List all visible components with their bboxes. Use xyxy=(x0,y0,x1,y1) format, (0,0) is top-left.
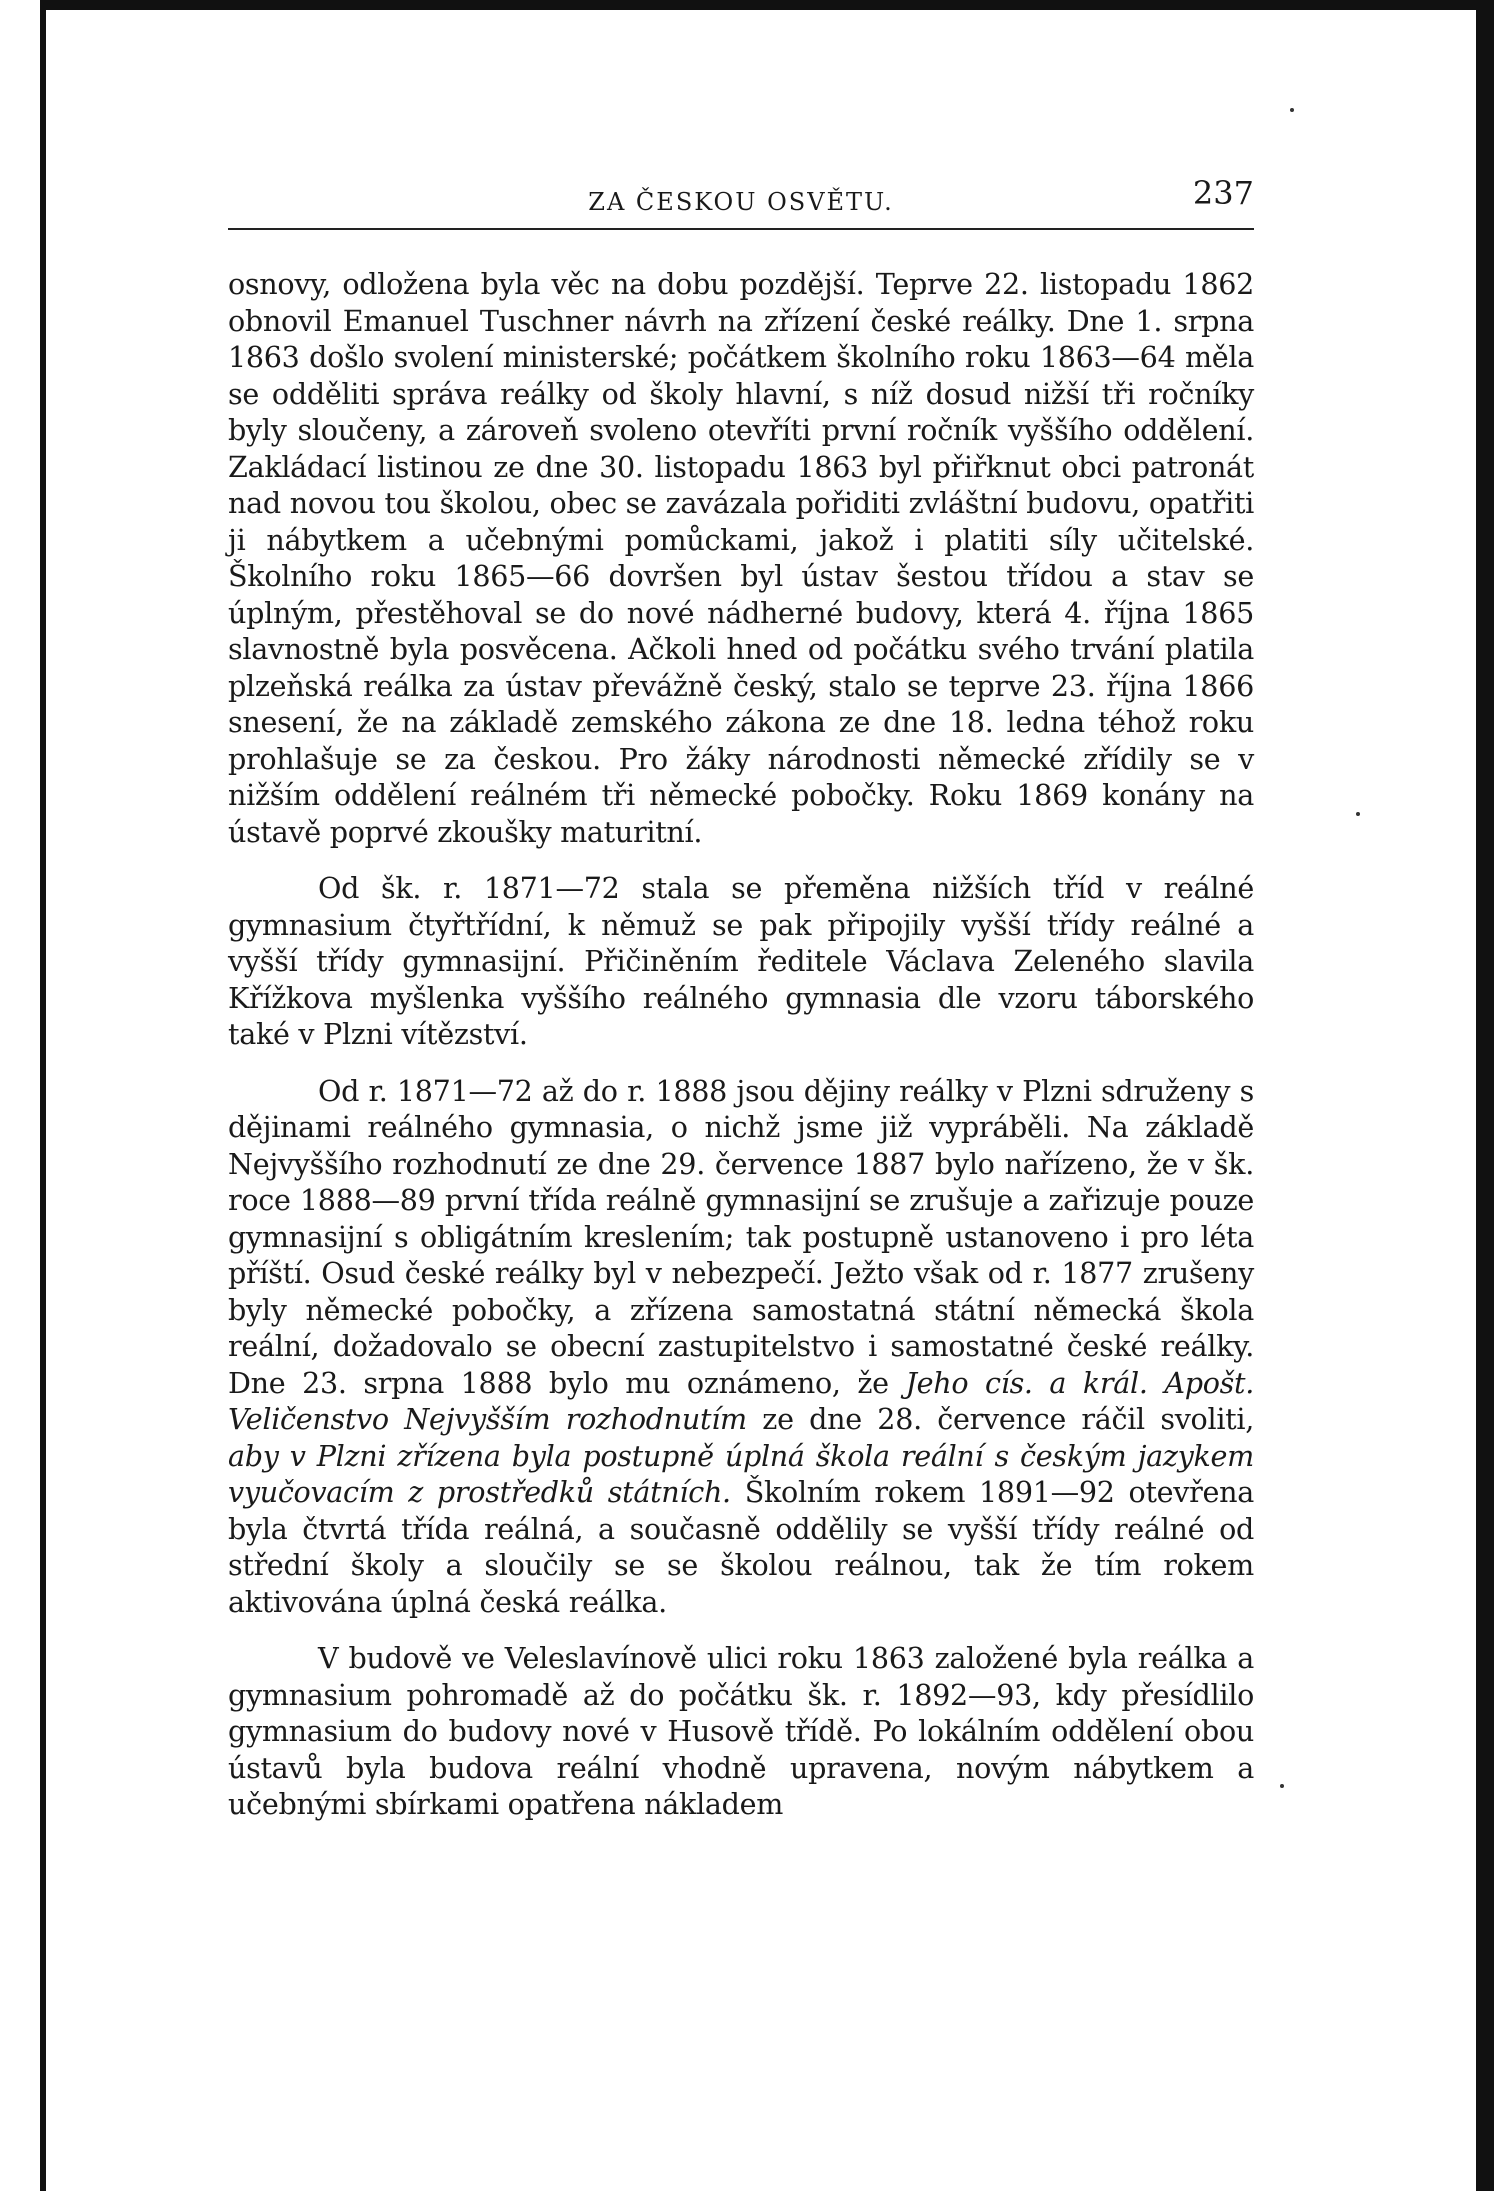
page-header xyxy=(228,170,1254,230)
text-run: ze dne 28. července ráčil svoliti, xyxy=(746,1402,1254,1436)
scan-speck xyxy=(1356,812,1360,816)
paragraph xyxy=(228,1073,1254,1621)
page-number: 237 xyxy=(1192,174,1254,212)
book-page xyxy=(228,170,1254,1823)
running-head: ZA ČESKOU OSVĚTU. xyxy=(588,188,894,216)
text-run: V budově ve Veleslavínově ulici roku 1863 založené byla reálka a gymnasium pohromadě až do počátku šk. r. 1892—93, kdy přesídlilo gymnasium do budovy nové v Husově třídě. Po lokálním oddělení obou ústavů byla budova reální vhodně upravena, novým nábytkem a učebnými sbírkami opatřena nákladem xyxy=(228,1641,1254,1821)
scan-speck xyxy=(1290,108,1294,112)
body-text xyxy=(228,266,1254,1823)
paragraph xyxy=(228,266,1254,850)
italic-text-run: aby v Plzni zřízena byla postupně úplná škola reální s českým jazykem vyučovacím z prostředků státních. xyxy=(228,1438,1254,1509)
scan-border-right xyxy=(1476,0,1494,2191)
text-run: Od r. 1871—72 až do r. 1888 jsou dějiny reálky v Plzni sdruženy s dějinami reálného gymnasia, o nichž jsme již vypráběli. Na základě Nejvyššího rozhodnutí ze dne 29. července 1887 bylo nařízeno, že v šk. roce 1888—89 první třída reálně gymnasijní se zrušuje a zařizuje pouze gymnasijní s obligátním kreslením; tak postupně ustanoveno i pro léta příští. Osud české reálky byl v nebezpečí. Ježto však od r. 1877 zrušeny byly německé pobočky, a zřízena samostatná státní německá škola reální, dožadovalo se obecní zastupitelstvo i samostatné české reálky. Dne 23. srpna 1888 bylo mu oznámeno, že xyxy=(228,1073,1254,1400)
paragraph xyxy=(228,870,1254,1053)
text-run: osnovy, odložena byla věc na dobu pozdější. Teprve 22. listopadu 1862 obnovil Emanuel Tuschner návrh na zřízení české reálky. Dne 1. srpna 1863 došlo svolení ministerské; počátkem školního roku 1863—64 měla se odděliti správa reálky od školy hlavní, s níž dosud nižší tři ročníky byly sloučeny, a zároveň svoleno otevříti první ročník vyššího oddělení. Zakládací listinou ze dne 30. listopadu 1863 byl přiřknut obci patronát nad novou tou školou, obec se zavázala pořiditi zvláštní budovu, opatřiti ji nábytkem a učebnými pomůckami, jakož i platiti síly učitelské. Školního roku 1865—66 dovršen byl ústav šestou třídou a stav se úplným, přestěhoval se do nové nádherné budovy, která 4. října 1865 slavnostně byla posvěcena. Ačkoli hned od počátku svého trvání platila plzeňská reálka za ústav převážně český, stalo se teprve 23. října 1866 snesení, že na základě zemského zákona ze dne 18. ledna téhož roku prohlašuje se za českou. Pro žáky národnosti německé zřídily se v nižším oddělení reálném tři německé pobočky. Roku 1869 konány na ústavě poprvé zkoušky maturitní. xyxy=(228,267,1254,849)
italic-text-run: Jeho cís. a král. Apošt. Veličenstvo Nejvyšším rozhodnutím xyxy=(228,1365,1254,1436)
scan-border-top xyxy=(40,0,1494,10)
scan-margin xyxy=(0,0,40,2191)
paragraph xyxy=(228,1640,1254,1823)
text-run: Školním rokem 1891—92 otevřena byla čtvrtá třída reálná, a současně oddělily se vyšší třídy reálné od střední školy a sloučily se se školou reálnou, tak že tím rokem aktivována úplná česká reálka. xyxy=(228,1475,1254,1619)
text-run: Od šk. r. 1871—72 stala se přeměna nižších tříd v reálné gymnasium čtyřtřídní, k němuž se pak připojily vyšší třídy reálné a vyšší třídy gymnasijní. Přičiněním ředitele Václava Zeleného slavila Křížkova myšlenka vyššího reálného gymnasia dle vzoru táborského také v Plzni vítězství. xyxy=(228,871,1254,1051)
scan-speck xyxy=(1280,1784,1284,1788)
scan-border-left xyxy=(40,0,46,2191)
